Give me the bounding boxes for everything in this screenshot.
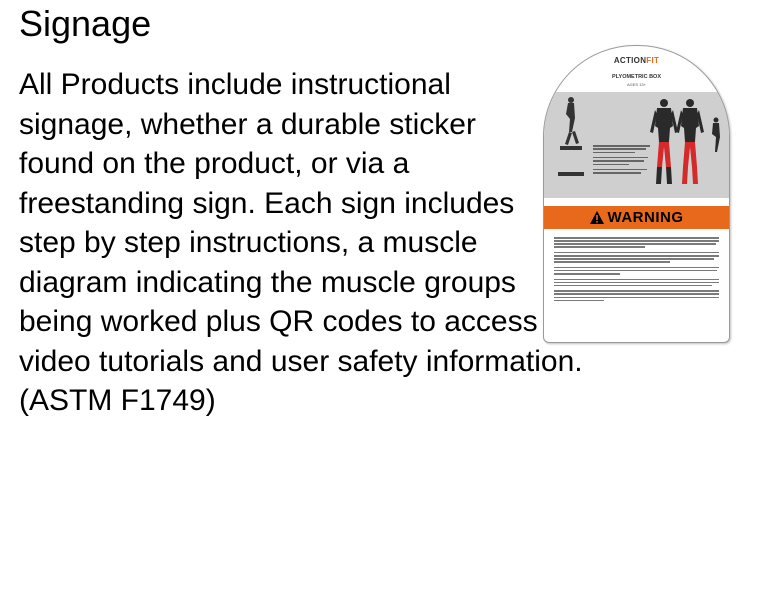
sign-illustration-panel [544, 92, 729, 198]
brand-logo: ACTIONFIT [613, 56, 660, 65]
muscle-diagram-back-icon [676, 99, 704, 184]
warning-triangle-icon [590, 211, 604, 224]
body-line: (ASTM F1749) [19, 384, 216, 417]
sign-instruction-steps [593, 145, 653, 176]
page-title: Signage [19, 3, 152, 44]
sign-age-label: AGES 13+ [626, 82, 646, 87]
body-line: step by step instructions, a muscle [19, 226, 478, 259]
signage-image [543, 45, 730, 343]
sign-fine-print [554, 237, 719, 305]
body-line: freestanding sign. Each sign includes [19, 186, 515, 220]
exercise-step-icon [712, 118, 720, 153]
body-line: signage, whether a durable sticker [19, 107, 476, 141]
body-line: video tutorials and user safety information. [19, 344, 583, 378]
body-paragraph [19, 65, 609, 421]
body-line: diagram indicating the muscle groups [19, 265, 516, 299]
box-jump-figure-icon [558, 97, 584, 176]
muscle-diagram-front-icon [650, 99, 678, 184]
body-line: being worked plus QR codes to access [19, 305, 538, 338]
warning-banner [544, 206, 729, 229]
body-line: found on the product, or via a [19, 147, 410, 180]
body-line: All Products include instructional [19, 68, 451, 101]
sign-product-name: PLYOMETRIC BOX [612, 74, 661, 80]
warning-label: WARNING [607, 209, 684, 226]
